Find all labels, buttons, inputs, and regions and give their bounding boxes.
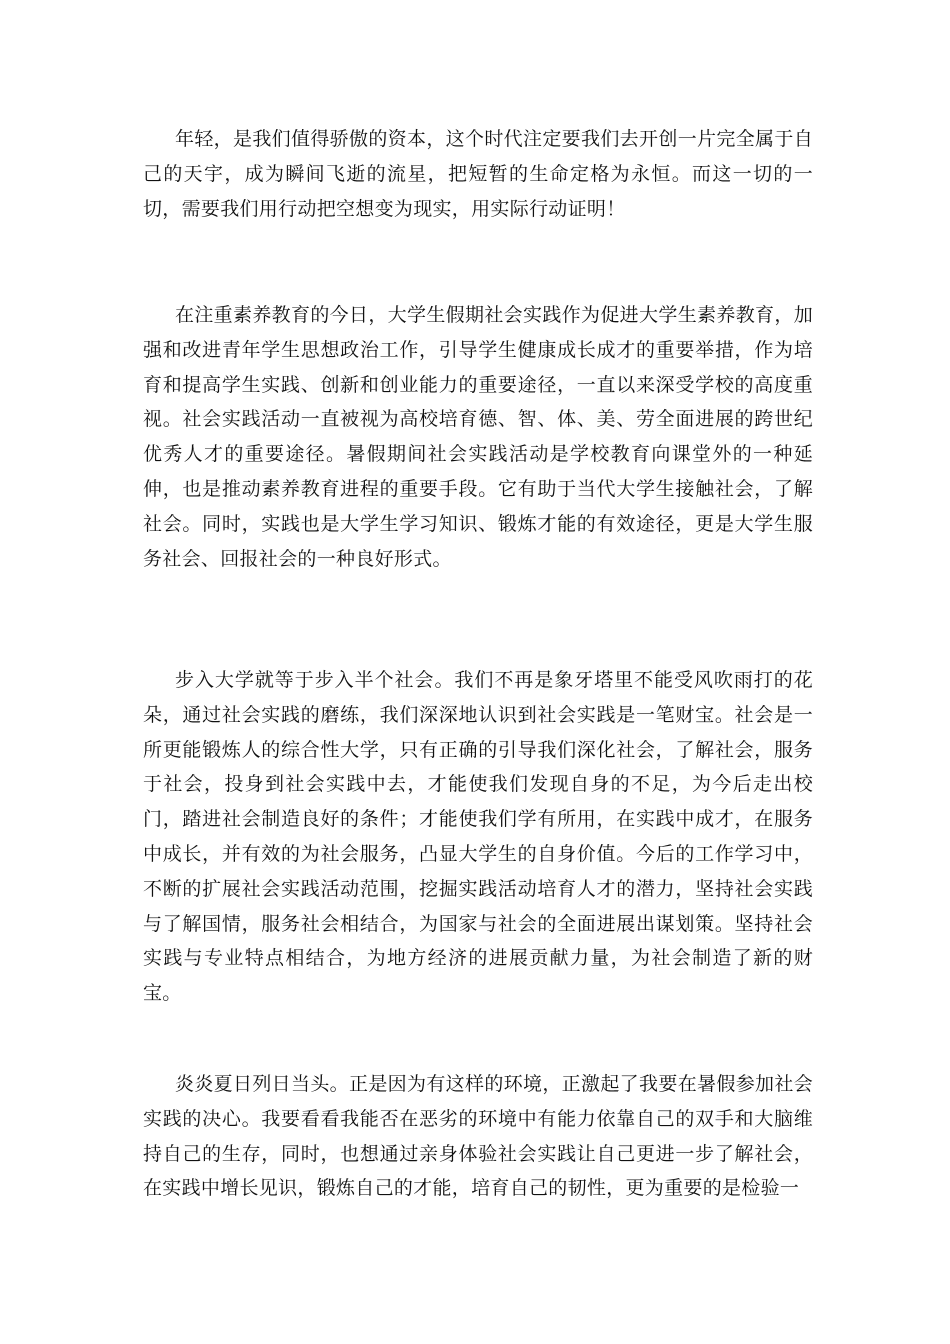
paragraph-1: 年轻，是我们值得骄傲的资本，这个时代注定要我们去开创一片完全属于自己的天宇，成为瞬间飞逝的流星，把短暂的生命定格为永恒。而这一切的一切，需要我们用行动把空想变为现实，用实际行动证明！ xyxy=(143,128,813,220)
paragraph-3: 步入大学就等于步入半个社会。我们不再是象牙塔里不能受风吹雨打的花朵，通过社会实践的磨练，我们深深地认识到社会实践是一笔财宝。社会是一所更能锻炼人的综合性大学，只有正确的引导我们深化社会，了解社会，服务于社会，投身到社会实践中去，才能使我们发现自身的不足，为今后走出校门，踏进社会制造良好的条件；才能使我们学有所用，在实践中成才，在服务中成长，并有效的为社会服务，凸显大学生的自身价值。今后的工作学习中，不断的扩展社会实践活动范围，挖掘实践活动培育人才的潜力，坚持社会实践与了解国情，服务社会相结合，为国家与社会的全面进展出谋划策。坚持社会实践与专业特点相结合，为地方经济的进展贡献力量，为社会制造了新的财宝。 xyxy=(143,669,813,1005)
paragraph-2: 在注重素养教育的今日，大学生假期社会实践作为促进大学生素养教育，加强和改进青年学生思想政治工作，引导学生健康成长成才的重要举措，作为培育和提高学生实践、创新和创业能力的重要途径，一直以来深受学校的高度重视。社会实践活动一直被视为高校培育德、智、体、美、劳全面进展的跨世纪优秀人才的重要途径。暑假期间社会实践活动是学校教育向课堂外的一种延伸，也是推动素养教育进程的重要手段。它有助于当代大学生接触社会，了解社会。同时，实践也是大学生学习知识、锻炼才能的有效途径，更是大学生服务社会、回报社会的一种良好形式。 xyxy=(143,304,813,570)
paragraph-4: 炎炎夏日列日当头。正是因为有这样的环境，正激起了我要在暑假参加社会实践的决心。我要看看我能否在恶劣的环境中有能力依靠自己的双手和大脑维持自己的生存，同时，也想通过亲身体验社会实践让自己更进一步了解社会，在实践中增长见识，锻炼自己的才能，培育自己的韧性，更为重要的是检验一 xyxy=(143,1073,813,1200)
